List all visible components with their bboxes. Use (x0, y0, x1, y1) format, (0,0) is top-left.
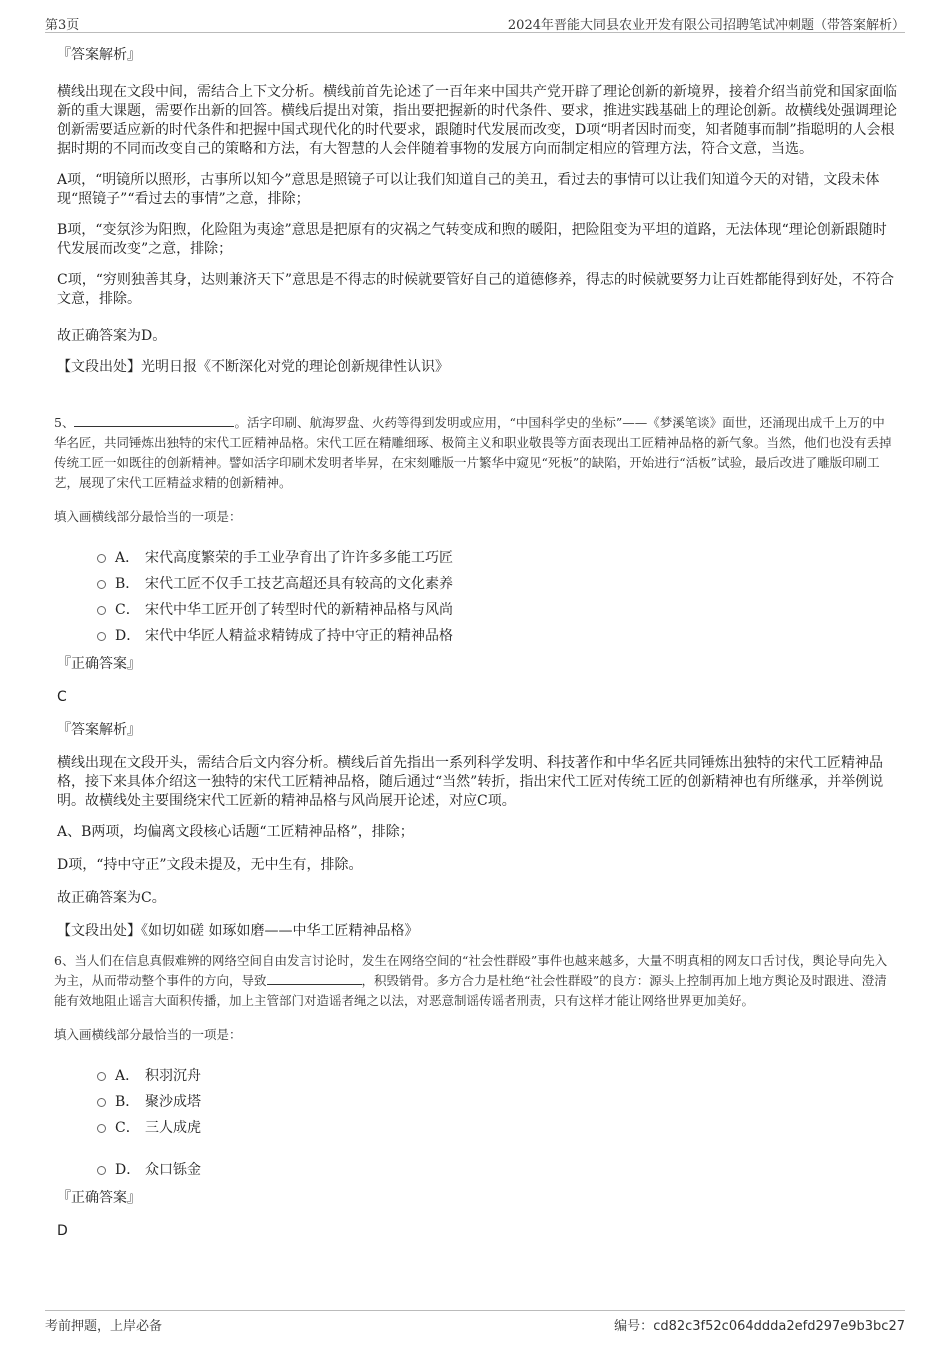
page-header (45, 14, 905, 33)
q5-option-a[interactable]: A． 宋代高度繁荣的手工业孕育出了许许多多能工巧匠 (97, 545, 897, 571)
footer-slogan: 考前押题，上岸必备 (45, 1319, 163, 1334)
radio-icon[interactable] (97, 1166, 106, 1175)
document-code (614, 1315, 905, 1334)
q4-analysis-p3: B项，“变氛沴为阳煦，化险阻为夷途”意思是把原有的灾祸之气转变成和煦的暖阳，把险阻变为平坦的道路，无法体现“理论创新跟随时代发展而改变”之意，排除； (57, 222, 887, 257)
q5-option-c[interactable]: C． 宋代中华工匠开创了转型时代的新精神品格与风尚 (97, 597, 897, 623)
radio-icon[interactable] (97, 606, 106, 615)
q5-analysis-p2: A、B两项，均偏离文段核心话题“工匠精神品格”，排除； (57, 824, 414, 840)
q5-answer: C (57, 689, 67, 705)
page-number: 第3页 (45, 18, 80, 33)
q6-options (97, 1063, 897, 1183)
q4-analysis-p1: 横线出现在文段中间，需结合上下文分析。横线前首先论述了一百年来中国共产党开辟了理论创新的新境界，接着介绍当前党和国家面临新的重大课题，需要作出新的回答。横线后提出对策，指出要把握新的时代条件、要求，推进实践基础上的理论创新。故横线处强调理论创新需要适应新的时代条件和把握中国式现代化的时代要求，跟随时代发展而改变，D项“明者因时而变，知者随事而制”指聪明的人会根据时期的不同而改变自己的策略和方法，有大智慧的人会伴随着事物的发展方向而制定相应的管理方法，符合文意，当选。 (57, 84, 897, 157)
q4-conclusion: 故正确答案为D。 (57, 328, 167, 344)
code-value: cd82c3f52c064ddda2efd297e9b3bc27 (653, 1319, 905, 1334)
q5-prompt: 填入画横线部分最恰当的一项是： (54, 509, 242, 524)
q5-option-d[interactable]: D． 宋代中华匠人精益求精铸成了持中守正的精神品格 (97, 623, 897, 649)
page-content (54, 46, 897, 1255)
q5-answer-label: 『正确答案』 (57, 656, 141, 672)
q5-conclusion: 故正确答案为C。 (57, 890, 166, 906)
q6-stem-after: ，积毁销骨。多方合力是杜绝“社会性群殴”的良方：源头上控制再加上地方舆论及时跟进、澄清能有效地阻止谣言大面积传播，加上主管部门对造谣者绳之以法，对恶意制谣传谣者刑责，只有这样才能让网络世界更加美好。 (54, 973, 887, 1008)
q6-option-c[interactable]: C． 三人成虎 (97, 1115, 897, 1141)
q6-stem (54, 951, 897, 1011)
radio-icon[interactable] (97, 1124, 106, 1133)
document-title: 2024年晋能大同县农业开发有限公司招聘笔试冲刺题（带答案解析） (507, 18, 905, 33)
q6-option-d[interactable]: D． 众口铄金 (97, 1157, 897, 1183)
q4-analysis-p4: C项，“穷则独善其身，达则兼济天下”意思是不得志的时候就要管好自己的道德修养，得志的时候就要努力让百姓都能得到好处，不符合文意，排除。 (57, 272, 895, 307)
q5-analysis-label: 『答案解析』 (57, 722, 141, 738)
radio-icon[interactable] (97, 554, 106, 563)
q6-prompt: 填入画横线部分最恰当的一项是： (54, 1027, 242, 1042)
q5-options (97, 545, 897, 649)
page-footer (45, 1310, 905, 1337)
q6-answer: D (57, 1223, 68, 1239)
q5-source: 【文段出处】《如切如磋 如琢如磨——中华工匠精神品格》 (57, 923, 419, 939)
q6-blank (267, 972, 362, 985)
q6-answer-label: 『正确答案』 (57, 1190, 141, 1206)
q6-stem-before: 当人们在信息真假难辨的网络空间自由发言讨论时，发生在网络空间的“社会性群殴”事件也越来越多，大量不明真相的网友口舌讨伐，舆论导向先入为主，从而带动整个事件的方向，导致 (54, 953, 888, 988)
radio-icon[interactable] (97, 1072, 106, 1081)
q5-stem (54, 413, 897, 493)
radio-icon[interactable] (97, 632, 106, 641)
q4-analysis-p2: A项，“明镜所以照形，古事所以知今”意思是照镜子可以让我们知道自己的美丑，看过去的事情可以让我们知道今天的对错，文段未体现“照镜子”“看过去的事情”之意，排除； (57, 172, 880, 207)
q4-analysis-label: 『答案解析』 (57, 47, 141, 63)
code-label: 编号： (614, 1319, 654, 1334)
q5-option-b[interactable]: B． 宋代工匠不仅手工技艺高超还具有较高的文化素养 (97, 571, 897, 597)
q6-option-a[interactable]: A． 积羽沉舟 (97, 1063, 897, 1089)
radio-icon[interactable] (97, 1098, 106, 1107)
q5-analysis-p1: 横线出现在文段开头，需结合后文内容分析。横线后首先指出一系列科学发明、科技著作和中华名匠共同锤炼出独特的宋代工匠精神品格，接下来具体介绍这一独特的宋代工匠精神品格，随后通过“当然”转折，指出宋代工匠对传统工匠的创新精神也有所继承，并举例说明。故横线处主要围绕宋代工匠新的精神品格与风尚展开论述，对应C项。 (57, 755, 884, 809)
q6-option-b[interactable]: B． 聚沙成塔 (97, 1089, 897, 1115)
q5-number: 5、 (54, 415, 75, 430)
q5-analysis-p3: D项，“持中守正”文段未提及，无中生有，排除。 (57, 857, 363, 873)
radio-icon[interactable] (97, 580, 106, 589)
q4-source: 【文段出处】光明日报《不断深化对党的理论创新规律性认识》 (57, 359, 449, 375)
q6-number: 6、 (54, 953, 75, 968)
q5-blank (74, 414, 234, 427)
q5-stem-text: 。活字印刷、航海罗盘、火药等得到发明或应用，“中国科学史的坐标”——《梦溪笔谈》面世，还涌现出成千上万的中华名匠，共同锤炼出独特的宋代工匠精神品格。宋代工匠在精雕细琢、极简主义和职业敬畏等方面表现出工匠精神品格的新气象。当然，他们也没有丢掉传统工匠一如既往的创新精神。譬如活字印刷术发明者毕昇，在宋刻雕版一片繁华中窥见“死板”的缺陷，开始进行“活板”试验，最后改进了雕版印刷工艺，展现了宋代工匠精益求精的创新精神。 (54, 415, 892, 490)
